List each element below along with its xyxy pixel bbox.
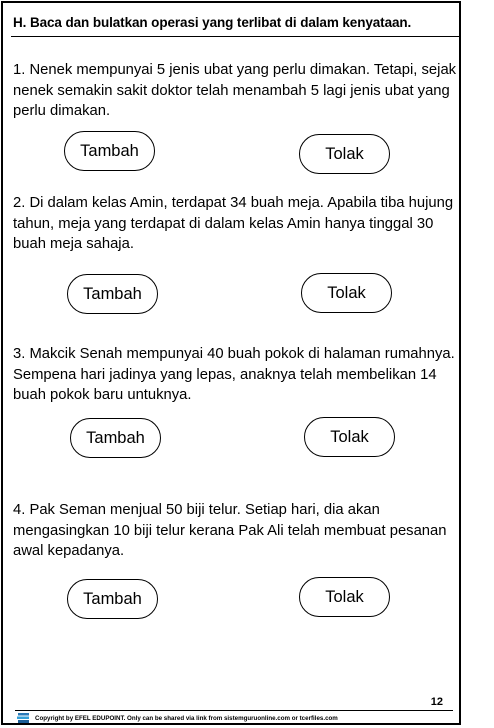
question-4-text: 4. Pak Seman menjual 50 biji telur. Setiap hari, dia akan mengasingkan 10 biji telur kerana Pak Ali telah membuat pesanan awal kepadanya. <box>13 502 447 559</box>
worksheet-heading: H. Baca dan bulatkan operasi yang terlibat di dalam kenyataan. <box>13 15 412 30</box>
question-2-tambah-option[interactable]: Tambah <box>67 274 158 314</box>
page-number: 12 <box>430 696 443 708</box>
question-4-tambah-option[interactable]: Tambah <box>67 579 158 619</box>
question-3-tambah-option[interactable]: Tambah <box>70 418 161 458</box>
question-1-tambah-option[interactable]: Tambah <box>64 131 155 171</box>
footer-copyright: Copyright by EFEL EDUPOINT. Only can be shared via link from sistemguruonline.com or tcerfiles.com <box>35 714 338 722</box>
question-3-text: 3. Makcik Senah mempunyai 40 buah pokok di halaman rumahnya. Sempena hari jadinya yang lepas, anaknya telah membelikan 14 buah pokok baru untuknya. <box>13 346 455 403</box>
stacked-books-icon <box>17 712 30 724</box>
worksheet-page <box>1 1 461 725</box>
footer-divider <box>15 710 453 711</box>
footer <box>17 712 338 724</box>
question-1-text: 1. Nenek mempunyai 5 jenis ubat yang perlu dimakan. Tetapi, sejak nenek semakin sakit doktor telah menambah 5 lagi jenis ubat yang perlu dimakan. <box>13 62 457 119</box>
question-3-tolak-option[interactable]: Tolak <box>304 417 395 457</box>
question-2-tolak-option[interactable]: Tolak <box>301 273 392 313</box>
heading-divider <box>11 36 459 37</box>
question-4-tolak-option[interactable]: Tolak <box>299 577 390 617</box>
question-1-tolak-option[interactable]: Tolak <box>299 134 390 174</box>
question-2-text: 2. Di dalam kelas Amin, terdapat 34 buah meja. Apabila tiba hujung tahun, meja yang terdapat di dalam kelas Amin hanya tinggal 30 buah meja sahaja. <box>13 195 454 252</box>
